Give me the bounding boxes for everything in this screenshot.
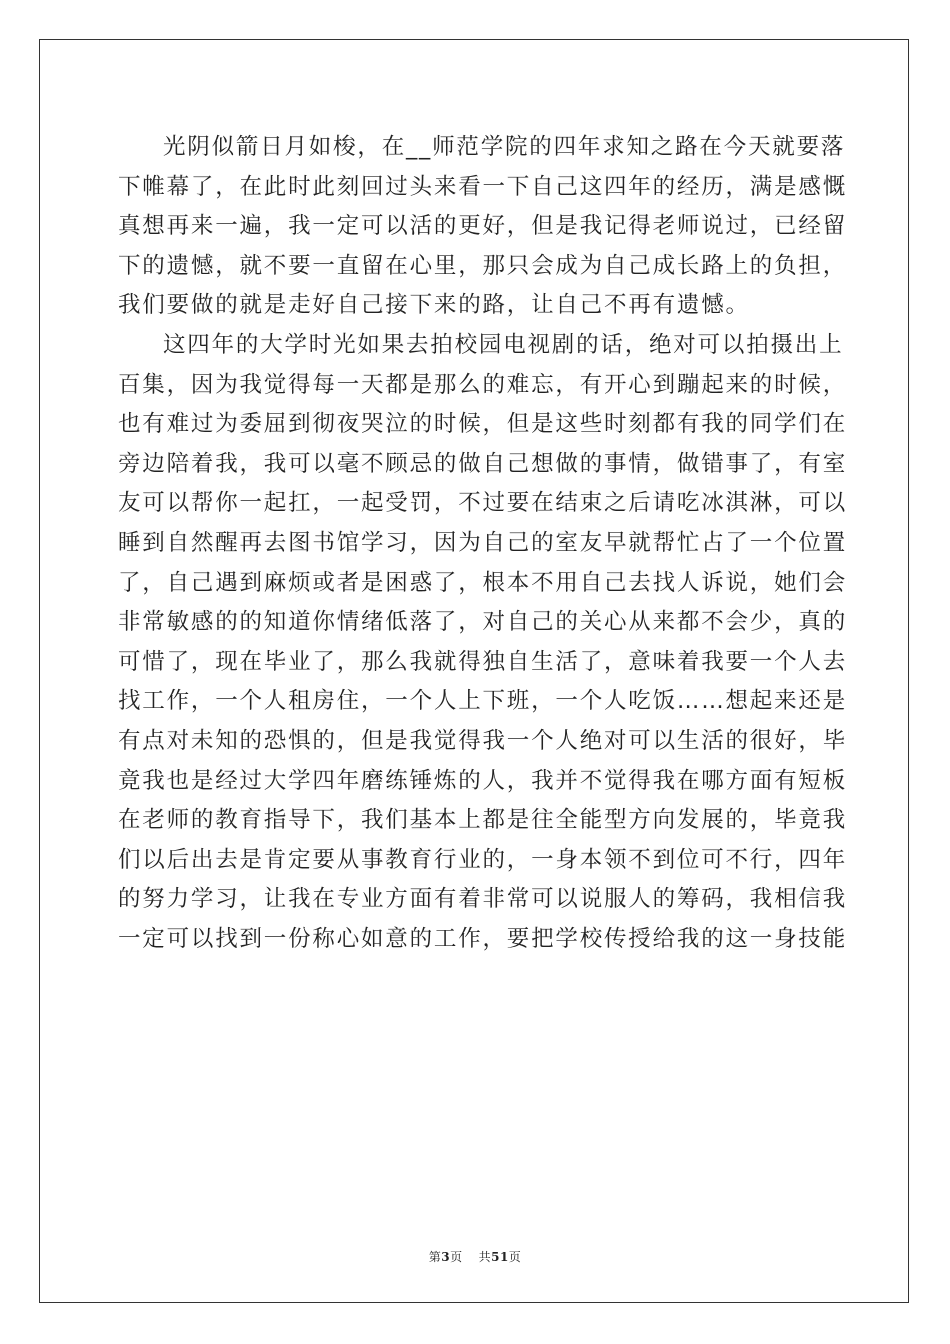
text-line: 友可以帮你一起扛，一起受罚，不过要在结束之后请吃冰淇淋，可以 [118,490,848,517]
text-line: 百集，因为我觉得每一天都是那么的难忘，有开心到蹦起来的时候， [118,371,848,398]
paragraph-2 [118,326,848,960]
total-pages: 51 [491,1250,509,1264]
text-line: 了，自己遇到麻烦或者是困惑了，根本不用自己去找人诉说，她们会 [118,569,848,596]
text-line: 找工作，一个人租房住，一个人上下班，一个人吃饭……想起来还是 [118,688,848,715]
text-line: 真想再来一遍，我一定可以活的更好，但是我记得老师说过，已经留 [118,213,848,240]
text-line: 睡到自然醒再去图书馆学习，因为自己的室友早就帮忙占了一个位置 [118,529,848,556]
text-line: 下的遗憾，就不要一直留在心里，那只会成为自己成长路上的负担， [118,252,848,279]
page-footer [0,1248,950,1265]
total-prefix: 共 [478,1250,492,1264]
text-line: 可惜了，现在毕业了，那么我就得独自生活了，意味着我要一个人去 [118,648,848,675]
page-prefix: 第 [428,1250,442,1264]
total-suffix: 页 [508,1250,522,1264]
text-line: 在老师的教育指导下，我们基本上都是往全能型方向发展的，毕竟我 [118,807,848,834]
text-line: 竟我也是经过大学四年磨练锤炼的人，我并不觉得我在哪方面有短板 [118,767,848,794]
text-line: 我们要做的就是走好自己接下来的路，让自己不再有遗憾。 [118,292,750,319]
page-number: 3 [441,1250,451,1264]
text-line: 的努力学习，让我在专业方面有着非常可以说服人的筹码，我相信我 [118,886,848,913]
document-body [118,128,848,959]
text-line: 也有难过为委屈到彻夜哭泣的时候，但是这些时刻都有我的同学们在 [118,411,848,438]
text-line: 们以后出去是肯定要从事教育行业的，一身本领不到位可不行，四年 [118,846,848,873]
text-line: 非常敏感的的知道你情绪低落了，对自己的关心从来都不会少，真的 [118,609,848,636]
text-line: 下帷幕了，在此时此刻回过头来看一下自己这四年的经历，满是感慨 [118,173,848,200]
text-line: 有点对未知的恐惧的，但是我觉得我一个人绝对可以生活的很好，毕 [118,727,848,754]
text-line: 旁边陪着我，我可以毫不顾忌的做自己想做的事情，做错事了，有室 [118,450,848,477]
text-line: 这四年的大学时光如果去拍校园电视剧的话，绝对可以拍摄出上 [163,331,844,358]
page-suffix: 页 [450,1250,463,1264]
text-line: 光阴似箭日月如梭，在__师范学院的四年求知之路在今天就要落 [163,134,846,160]
paragraph-1 [118,128,848,326]
text-line: 一定可以找到一份称心如意的工作，要把学校传授给我的这一身技能 [118,925,848,952]
